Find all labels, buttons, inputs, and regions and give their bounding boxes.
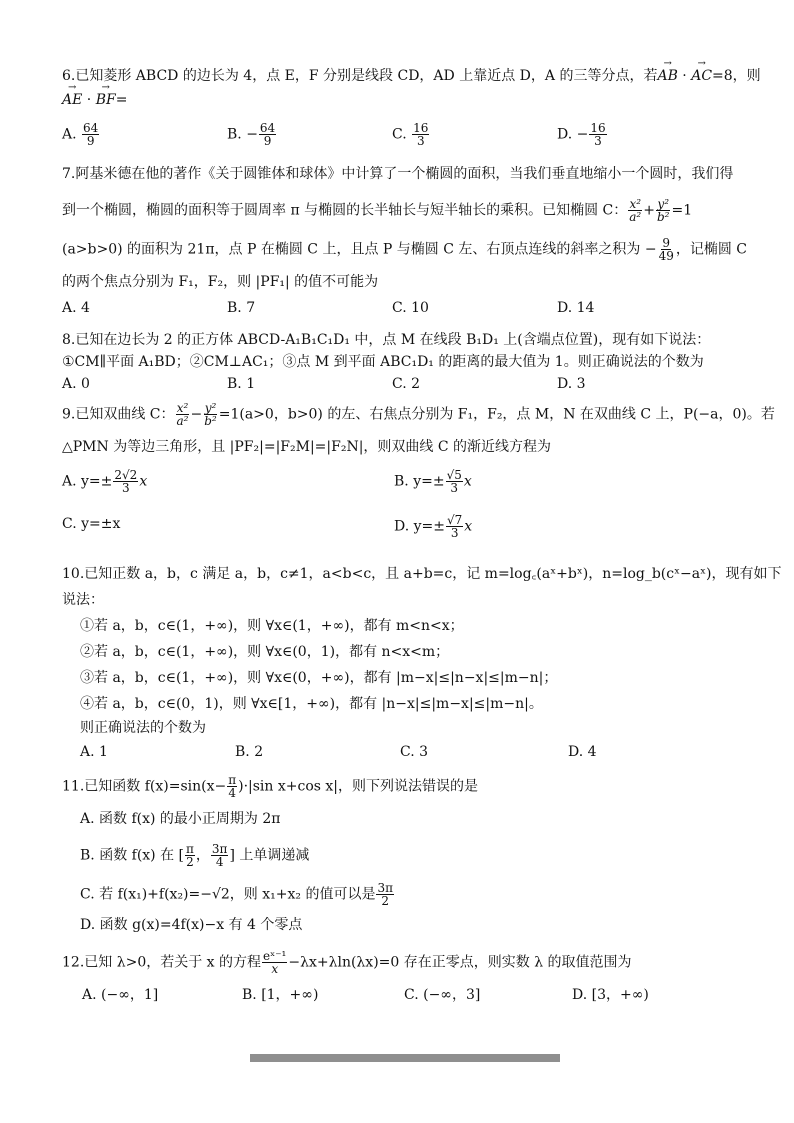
question-12: 12.已知 λ>0，若关于 x 的方程 $\frac{\text{eˣ⁻¹}}{x}$ −λx+λln(λx)=0 存在正零点，则实数 λ 的取值范围为 A. (−∞，1] B. [1，+∞) C. (−∞，3] D. [3，+∞): [62, 950, 754, 1005]
question-7-options: [62, 298, 754, 318]
option-b: B. [1，+∞): [242, 987, 319, 1003]
option-b: B. y=± $\frac{√5}{3}$ x: [394, 468, 472, 495]
question-12-options: [82, 985, 754, 1005]
statement-4: ④若 a，b，c∈(0，1)，则 ∀x∈[1，+∞)，都有 |n−x|≤|m−x|≤|m−n|。: [80, 696, 543, 712]
question-10: 10.已知正数 a，b，c 满足 a，b，c≠1，a<b<c，且 a+b=c，记 m=log꜀(aˣ+bˣ)，n=log_b(cˣ−aˣ)，现有如下 说法： ①若 a，b，c∈(1，+∞)，则 ∀x∈(1，+∞)，都有 m<n<x； ②若 a，b，c∈(1，+∞)，则 ∀x∈(0，1)，都有 n<x<m； ③若 a，b，c∈(1，+∞)，则 ∀x∈(0，+∞)，都有 |m−x|≤|n−x|≤|m−n|； ④若 a，b，c∈(0，1)，则 ∀x∈[1，+∞)，都有 |n−x|≤|m−x|≤|m−n|。 则正确说法的个数为 A. 1 B. 2 C. 3 D. 4: [62, 566, 782, 760]
option-a: A. (−∞，1]: [82, 987, 159, 1003]
option-a: A. 4: [62, 300, 90, 316]
option-c: C. 10: [392, 300, 429, 316]
option-c: C. 3: [400, 744, 429, 760]
question-7: 7.阿基米德在他的著作《关于圆锥体和球体》中计算了一个椭圆的面积，当我们垂直地缩小一个圆时，我们得 到一个椭圆，椭圆的面积等于圆周率 π 与椭圆的长半轴长与短半轴长的乘积。已知椭圆 C： $\frac{\text{x²}}{\text{a²}}$ + $\frac{\text{y²}}{\text{b²}}$ =1 (a>b>0) 的面积为 21π，点 P 在椭圆 C 上，且点 P 与椭圆 C 左、右顶点连线的斜率之积为 − $\frac{9}{49}$ ，记椭圆 C 的两个焦点分别为 F₁，F₂，则 |PF₁| 的值不可能为 A. 4 B. 7 C. 10 D. 14: [62, 164, 754, 318]
statement-1: ①若 a，b，c∈(1，+∞)，则 ∀x∈(1，+∞)，都有 m<n<x；: [80, 618, 464, 634]
option-a: A. 1: [80, 744, 108, 760]
option-a: A. 函数 f(x) 的最小正周期为 2π: [80, 811, 281, 827]
option-d: D. y=± $\frac{√7}{3}$ x: [394, 513, 473, 540]
question-9: 9.已知双曲线 C： $\frac{\text{x²}}{\text{a²}}$ − $\frac{\text{y²}}{\text{b²}}$ =1(a>0，b>0) 的左、右焦点分别为 F₁，F₂，点 M，N 在双曲线 C 上，P(−a，0)。若 △PMN 为等边三角形，且 |PF₂|=|F₂M|=|F₂N|，则双曲线 C 的渐近线方程为 A. y=± $\frac{2√2}{3}$ x B. y=± $\frac{√5}{3}$ x C. y=±x D. y=± $\frac{√7}{3}$ x: [62, 401, 775, 540]
option-d: D. 3: [557, 376, 586, 392]
question-number: 7.: [62, 166, 76, 182]
question-number: 11.: [62, 778, 85, 795]
question-8-options: [62, 374, 754, 394]
question-number: 6.: [62, 68, 76, 84]
question-number: 12.: [62, 954, 85, 971]
option-a: A. 0: [62, 376, 90, 392]
option-d: D. 4: [568, 744, 597, 760]
option-d: D. 函数 g(x)=4f(x)−x 有 4 个零点: [80, 917, 303, 933]
option-d: D. 14: [557, 300, 595, 316]
option-b: B. 1: [227, 376, 256, 392]
option-b: B. 2: [235, 744, 264, 760]
option-c: C. y=±x: [62, 516, 121, 532]
question-11: 11.已知函数 f(x)=sin(x− $\frac{\pi}{4}$ )·|sin x+cos x|，则下列说法错误的是 A. 函数 f(x) 的最小正周期为 2π B. 函数 f(x) 在 [ $\frac{\pi}{2}$ ， $\frac{3\pi}{4}$ ] 上单调递减 C. 若 f(x₁)+f(x₂)=−√2，则 x₁+x₂ 的值可以是 $\frac{3\pi}{2}$ D. 函数 g(x)=4f(x)−x 有 4 个零点: [62, 774, 754, 935]
option-a: A. $\frac{64}{9}$: [62, 121, 99, 148]
question-6: 6.已知菱形 ABCD 的边长为 4，点 E，F 分别是线段 CD，AD 上靠近点 D，A 的三等分点，若→ AB · → AC=8，则 → AE · → BF= A. $\frac{64}{9}$ B. − $\frac{64}{9}$ C. $\frac{16}{3}$ D. − $\frac{16}{3}$: [62, 66, 754, 147]
question-number: 9.: [62, 406, 76, 423]
option-c: C. (−∞，3]: [404, 987, 481, 1003]
option-c: C. 若 f(x₁)+f(x₂)=−√2，则 x₁+x₂ 的值可以是 $\frac{3\pi}{2}$: [80, 881, 393, 908]
page-footer-smudge: [250, 1054, 560, 1062]
option-d: D. [3，+∞): [572, 987, 649, 1003]
question-number: 10.: [62, 566, 85, 582]
statement-3: ③若 a，b，c∈(1，+∞)，则 ∀x∈(0，+∞)，都有 |m−x|≤|n−x|≤|m−n|；: [80, 670, 558, 686]
option-b: B. 函数 f(x) 在 [ $\frac{\pi}{2}$ ， $\frac{3\pi}{4}$ ] 上单调递减: [80, 842, 310, 869]
option-a: A. y=± $\frac{2√2}{3}$ x: [62, 468, 148, 495]
option-d: D. − $\frac{16}{3}$: [557, 121, 606, 148]
option-c: C. $\frac{16}{3}$: [392, 121, 429, 148]
question-number: 8.: [62, 332, 76, 348]
question-10-options: [80, 742, 754, 762]
statement-2: ②若 a，b，c∈(1，+∞)，则 ∀x∈(0，1)，都有 n<x<m；: [80, 644, 450, 660]
option-c: C. 2: [392, 376, 421, 392]
option-b: B. 7: [227, 300, 256, 316]
question-8: 8.已知在边长为 2 的正方体 ABCD-A₁B₁C₁D₁ 中，点 M 在线段 B₁D₁ 上(含端点位置)，现有如下说法： ①CM∥平面 A₁BD；②CM⊥AC₁；③点 M 到平面 ABC₁D₁ 的距离的最大值为 1。则正确说法的个数为 A. 0 B. 1 C. 2 D. 3: [62, 330, 754, 394]
question-6-options: [62, 122, 754, 147]
question-6-stem: 6.已知菱形 ABCD 的边长为 4，点 E，F 分别是线段 CD，AD 上靠近点 D，A 的三等分点，若→ AB · → AC=8，则: [62, 66, 754, 86]
option-b: B. − $\frac{64}{9}$: [227, 121, 276, 148]
